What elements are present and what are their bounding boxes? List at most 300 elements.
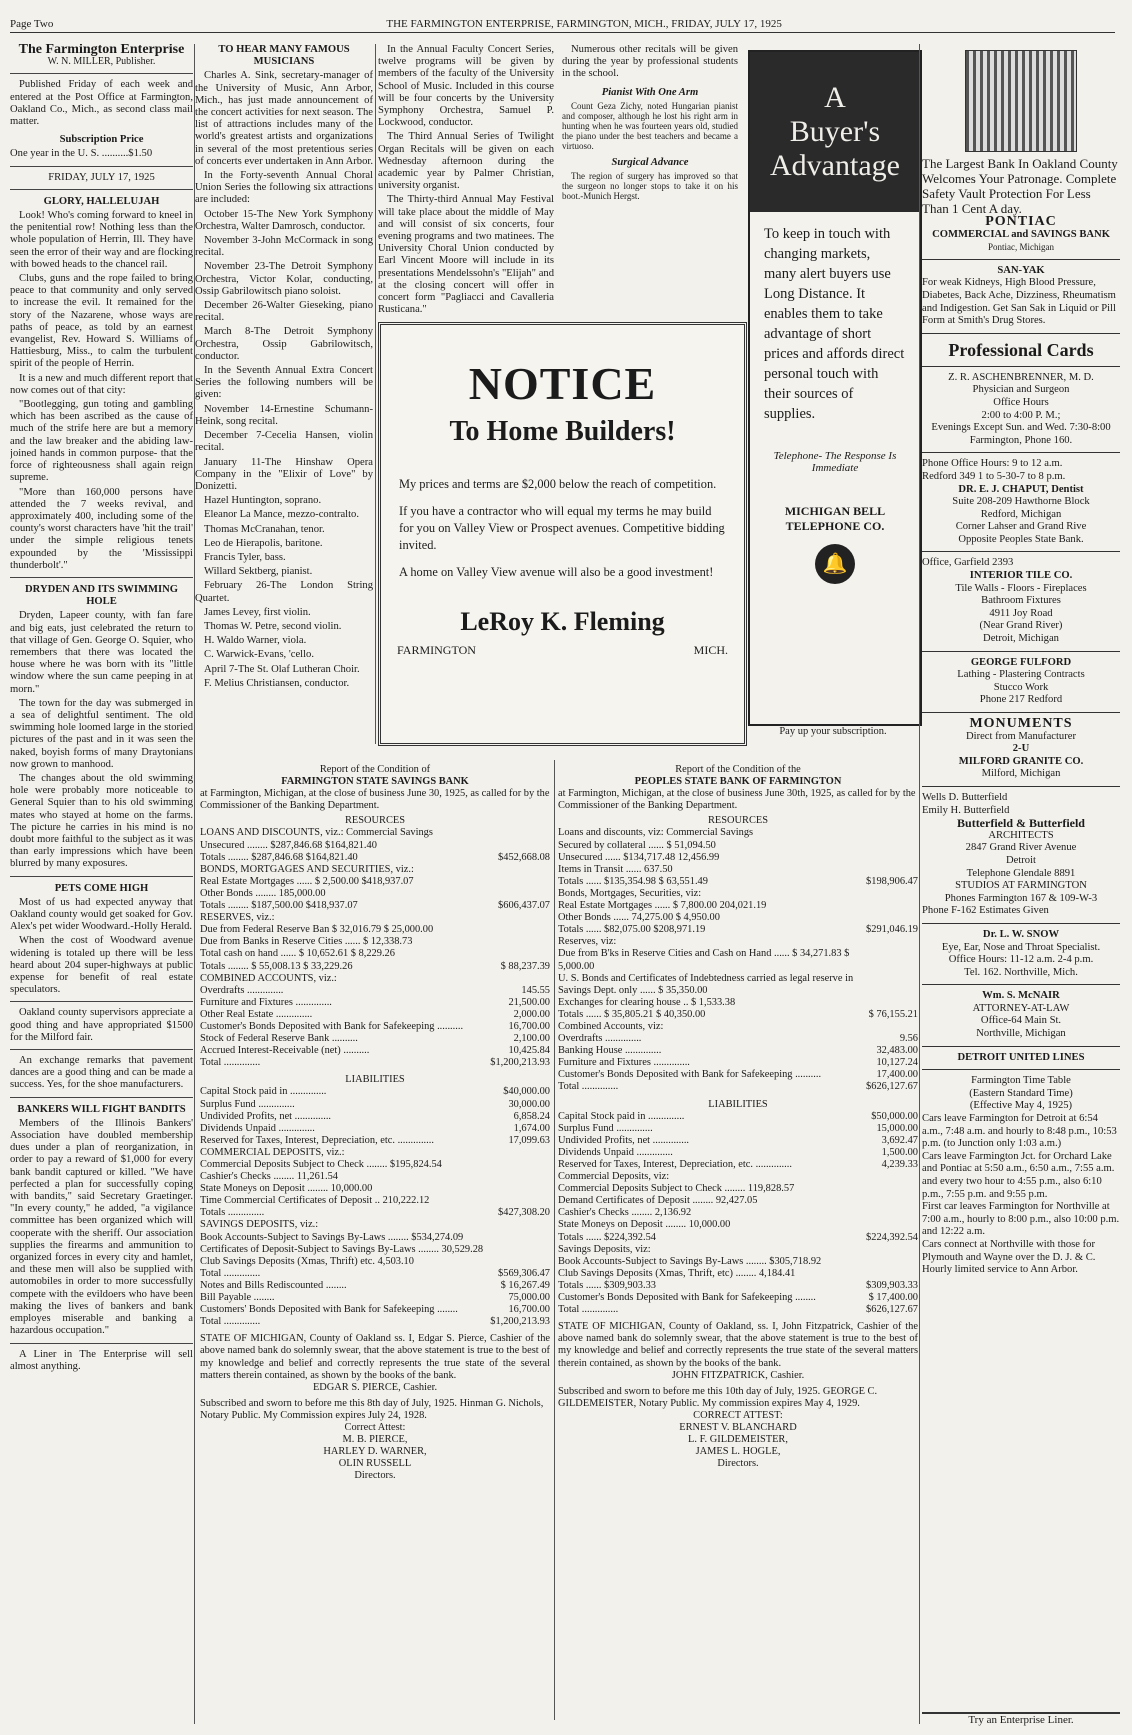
- row-label: Time Commercial Certificates of Deposit .. 210,222.12: [200, 1195, 430, 1207]
- article-paragraph: Look! Who's coming forward to kneel in the penitential row! Nothing less than the whole population of Herrin, Ill. They have seen the error of their way and are flocking with bowed heads to the chancel rail.: [10, 210, 193, 270]
- row-value: $452,668.08: [498, 851, 550, 863]
- row-value: [856, 948, 918, 972]
- card-line: Opposite Peoples State Bank.: [958, 533, 1084, 545]
- card-line: Office Hours: [993, 396, 1049, 408]
- resources-heading: RESOURCES: [344, 815, 406, 827]
- article-paragraph: Charles A. Sink, secretary-manager of the University of Music, Ann Arbor, Mich., has just made announcement of the concert activities for next season. The list of attractions includes many of the world's greatest artists and organizations in several of the most pretentious series of concerts ever undertaken in Ann Arbor.: [195, 70, 373, 167]
- article-heading: Surgical Advance: [611, 156, 689, 168]
- table-row: [200, 1304, 550, 1316]
- report-subscribed: Subscribed and sworn to before me this 8th day of July, 1925. Hinman G. Nichols, Notary Public. My Commission expires July 24, 1928.: [200, 1397, 544, 1421]
- resources-table: [200, 827, 550, 1069]
- row-label: Totals ...... $309,903.33: [558, 1279, 656, 1291]
- liabilities-heading: LIABILITIES: [345, 1074, 405, 1086]
- row-value: [488, 1244, 550, 1256]
- row-label: Other Real Estate ..............: [200, 1008, 313, 1020]
- ad-company: MICHIGAN BELL TELEPHONE CO.: [784, 504, 886, 533]
- table-row: [558, 1219, 918, 1231]
- report-intro: at Farmington, Michigan, at the close of business June 30th, 1925, as called for by the Commissioner of the Banking Department.: [558, 788, 916, 812]
- article-paragraph: Members of the Illinois Bankers' Association have doubled membership dues under a plan of reorganization, in order to pay a reward of $1,000 for every bank bandit captured or killed. "We have perfected a plan for successfully coping with bandits," said Secretary Graetinger. "In every county," he added, "a vigilance committee has been organized which will cooperate with the sheriff. Our association supplies the firearms and ammunition to organized forces in every city and hamlet, and these men will also be supplied with automobiles in order to more successfully compete with the evildoers who have been making the lives of bankers and bank employes miserable and banking a hazardous occupation.": [10, 1117, 193, 1337]
- table-row: [200, 1045, 550, 1057]
- list-item: F. Melius Christiansen, conductor.: [204, 677, 350, 689]
- card-line: 2847 Grand River Avenue: [965, 842, 1077, 854]
- row-label: Notes and Bills Rediscounted ........: [200, 1279, 347, 1291]
- dul-line: Farmington Time Table: [971, 1075, 1071, 1087]
- row-value: [856, 1268, 918, 1280]
- table-row: [558, 1292, 918, 1304]
- column-rule: [375, 44, 376, 744]
- row-label: Totals ..............: [200, 1207, 265, 1219]
- row-value: $1,200,213.93: [490, 1316, 550, 1328]
- card-line: Physician and Surgeon: [972, 384, 1070, 396]
- row-value: [856, 936, 918, 948]
- table-row: [558, 827, 918, 839]
- row-label: Total ..............: [200, 1057, 261, 1069]
- card-line: Z. R. ASCHENBRENNER, M. D.: [948, 371, 1094, 383]
- table-row: [558, 1171, 918, 1183]
- table-row: [200, 1111, 550, 1123]
- row-label: LOANS AND DISCOUNTS, viz.: Commercial Savings: [200, 827, 433, 839]
- row-value: [856, 864, 918, 876]
- row-value: [488, 1195, 550, 1207]
- dul-line: (Eastern Standard Time): [969, 1087, 1073, 1099]
- row-label: Totals ...... $ 35,805.21 $ 40,350.00: [558, 1008, 706, 1020]
- report-heading: Report of the Condition of: [319, 764, 431, 775]
- table-row: [200, 888, 550, 900]
- table-row: [200, 973, 550, 985]
- list-item: Francis Tyler, bass.: [204, 551, 286, 563]
- sanyak-text: For weak Kidneys, High Blood Pressure, Diabetes, Back Ache, Dizziness, Rheumatism and Indigestion. Get San Sak in Liquid or Pill Form at Smith's Drug Stores.: [922, 277, 1116, 327]
- row-label: Commercial Deposits, viz:: [558, 1171, 670, 1183]
- professional-cards-heading: Professional Cards: [948, 339, 1094, 360]
- row-label: Reserved for Taxes, Interest, Depreciation, etc. ..............: [200, 1134, 434, 1146]
- row-label: Customers' Bonds Deposited with Bank for Safekeeping ........: [200, 1304, 458, 1316]
- table-row: [200, 864, 550, 876]
- table-row: [200, 1123, 550, 1135]
- row-label: Exchanges for clearing house .. $ 1,533.38: [558, 996, 736, 1008]
- row-label: Commercial Deposits Subject to Check ........ $195,824.54: [200, 1159, 442, 1170]
- row-value: [856, 1256, 918, 1268]
- article-paragraph: Dryden, Lapeer county, with fan fare and big eats, just celebrated the return to that village of Gen. George O. Squier, who remembers that there was located the house where he was born with its "little window where the sun came peeping in at morn.": [10, 610, 193, 695]
- row-label: SAVINGS DEPOSITS, viz.:: [200, 1219, 319, 1231]
- table-row: [558, 1021, 918, 1033]
- card-line: Evenings Except Sun. and Wed. 7:30-8:00: [931, 422, 1111, 434]
- row-value: $309,903.33: [866, 1279, 918, 1291]
- table-row: [200, 985, 550, 997]
- table-row: [200, 1268, 550, 1280]
- row-label: Overdrafts ..............: [558, 1033, 642, 1045]
- table-row: [558, 1045, 918, 1057]
- director: ERNEST V. BLANCHARD: [679, 1421, 797, 1433]
- row-label: Undivided Profits, net ..............: [558, 1134, 690, 1146]
- advertiser-name: LeRoy K. Fleming: [460, 607, 665, 636]
- table-row: [558, 900, 918, 912]
- card-line: Butterfield & Butterfield: [957, 816, 1085, 831]
- row-label: U. S. Bonds and Certificates of Indebtedness carried as legal reserve in Savings Dept. only ...... $ 35,350.00: [558, 972, 854, 996]
- card-line: STUDIOS AT FARMINGTON: [955, 880, 1087, 892]
- row-label: Furniture and Fixtures ..............: [200, 996, 332, 1008]
- subscription-heading: Subscription Price: [59, 134, 144, 146]
- card-line: Telephone Glendale 8891: [966, 867, 1076, 879]
- table-row: [200, 1183, 550, 1195]
- row-value: $ 76,155.21: [868, 1008, 918, 1020]
- row-label: Totals ........ $ 55,008.13 $ 33,229.26: [200, 960, 353, 972]
- table-row: [558, 1033, 918, 1045]
- row-label: Surplus Fund ..............: [558, 1122, 653, 1134]
- notice-text: A home on Valley View avenue will also be a good investment!: [399, 565, 714, 579]
- row-label: Due from B'ks in Reserve Cities and Cash on Hand ...... $ 34,271.83 $ 5,000.00: [558, 948, 850, 972]
- list-item: January 11-The Hinshaw Opera Company in the "Elixir of Love" by Donizetti.: [195, 456, 373, 492]
- card-line: Redford, Michigan: [980, 508, 1062, 520]
- table-row: [558, 888, 918, 900]
- row-label: Customer's Bonds Deposited with Bank for Safekeeping ........: [558, 1292, 816, 1304]
- notice-text: My prices and terms are $2,000 below the reach of competition.: [399, 477, 717, 491]
- column-editorial: [10, 44, 193, 1724]
- enterprise-liner-ad: Try an Enterprise Liner.: [922, 1712, 1120, 1726]
- row-value: [488, 1256, 550, 1268]
- ad-quote: Telephone- The Response Is Immediate: [773, 450, 897, 474]
- row-label: COMBINED ACCOUNTS, viz.:: [200, 972, 337, 984]
- row-value: [856, 840, 918, 852]
- card-line: Milford, Michigan: [981, 768, 1061, 780]
- table-row: [200, 1292, 550, 1304]
- row-label: Total ..............: [200, 1316, 261, 1328]
- table-row: [558, 1280, 918, 1292]
- card-line: Tel. 162. Northville, Mich.: [964, 966, 1078, 978]
- row-label: Items in Transit ...... 637.50: [558, 863, 673, 875]
- director: M. B. PIERCE,: [342, 1434, 408, 1446]
- row-value: 2,000.00: [513, 1008, 550, 1020]
- list-item: December 7-Cecelia Hansen, violin recital.: [195, 430, 373, 454]
- table-row: [558, 1123, 918, 1135]
- row-label: RESERVES, viz.:: [200, 912, 275, 924]
- row-value: [488, 1147, 550, 1159]
- row-label: Other Bonds ...... 74,275.00 $ 4,950.00: [558, 912, 720, 924]
- bank-ad-text: The Largest Bank In Oakland County Welcomes Your Patronage. Complete Safety Vault Protection For Less Than 1 Cent A day.: [922, 156, 1118, 216]
- table-row: [200, 1195, 550, 1207]
- report-intro: at Farmington, Michigan, at the close of business June 30, 1925, as called for by the Commissioner of the Banking Department.: [200, 788, 550, 812]
- table-row: [558, 1069, 918, 1081]
- card-line: MILFORD GRANITE CO.: [958, 755, 1084, 767]
- row-value: $1,200,213.93: [490, 1057, 550, 1069]
- card-line: Detroit, Michigan: [983, 633, 1059, 645]
- row-label: Reserves, viz:: [558, 936, 617, 948]
- table-row: [200, 1099, 550, 1111]
- dul-line: First car leaves Farmington for Northville at 7:00 a.m., hourly to 8:00 p.m., also 10:00 p.m. and 12:22 a.m.: [922, 1201, 1120, 1238]
- masthead: [10, 18, 1115, 33]
- ad-text: To keep in touch with changing markets, many alert buyers use Long Distance. It enables them to take advantage of short prices and affords direct personal touch with their sources of supplies.: [764, 226, 905, 422]
- row-value: [856, 1244, 918, 1256]
- row-value: [856, 1021, 918, 1033]
- row-label: Certificates of Deposit-Subject to Savings By-Laws ........ 30,529.28: [200, 1243, 484, 1255]
- row-value: 16,700.00: [508, 1304, 550, 1316]
- resources-table: [558, 827, 918, 1093]
- row-value: [488, 888, 550, 900]
- row-value: [488, 948, 550, 960]
- row-value: [856, 900, 918, 912]
- report-subscribed: Subscribed and sworn to before me this 10th day of July, 1925. GEORGE C. GILDEMEISTER, Notary Public. My commission expires May 4, 1929.: [558, 1385, 878, 1409]
- row-value: [856, 973, 918, 997]
- table-row: [200, 1244, 550, 1256]
- card-line: Eye, Ear, Nose and Throat Specialist.: [941, 941, 1101, 953]
- row-value: [488, 840, 550, 852]
- report-attest: Correct Attest:: [344, 1421, 406, 1433]
- table-row: [558, 1256, 918, 1268]
- table-row: [558, 1195, 918, 1207]
- row-value: [856, 912, 918, 924]
- row-value: $427,308.20: [498, 1207, 550, 1219]
- row-value: $40,000.00: [503, 1086, 550, 1098]
- card-line: Bathroom Fixtures: [981, 595, 1061, 607]
- table-row: [200, 840, 550, 852]
- table-row: [558, 852, 918, 864]
- director: HARLEY D. WARNER,: [323, 1446, 427, 1458]
- row-label: Totals ........ $187,500.00 $418,937.07: [200, 900, 358, 912]
- row-value: $626,127.67: [866, 1304, 918, 1316]
- row-value: 32,483.00: [876, 1045, 918, 1057]
- row-label: Dividends Unpaid ..............: [200, 1122, 315, 1134]
- row-value: [488, 936, 550, 948]
- row-label: Customer's Bonds Deposited with Bank for Safekeeping ..........: [200, 1020, 464, 1032]
- table-row: [558, 973, 918, 997]
- dul-line: Cars leave Farmington Jct. for Orchard Lake and Pontiac at 5:50 a.m., 6:50 a.m., 7:55 a.m. and every two hour to 4:55 p.m., also 6:10 p.m., 7:55 p.m. and 9:55 p.m.: [922, 1150, 1115, 1200]
- article-paragraph: The town for the day was submerged in a sea of delightful sentiment. The old swimming hole loomed large in the storied pictures of the past and in it was seen the naked, boyish forms of many Draytonians now grown to manhood.: [10, 697, 193, 770]
- card-line: Tile Walls - Floors - Fireplaces: [955, 582, 1087, 594]
- row-value: 9.56: [899, 1033, 918, 1045]
- article-heading: Pianist With One Arm: [601, 86, 699, 98]
- article-paragraph: A Liner in The Enterprise will sell almost anything.: [10, 1348, 193, 1372]
- row-label: BONDS, MORTGAGES AND SECURITIES, viz.:: [200, 863, 414, 875]
- row-label: Real Estate Mortgages ...... $ 2,500.00 $418,937.07: [200, 875, 414, 887]
- row-value: [488, 912, 550, 924]
- bank-location: Pontiac, Michigan: [988, 242, 1054, 253]
- article-paragraph: It is a new and much different report that now comes out of that city:: [10, 372, 193, 396]
- row-value: [856, 1171, 918, 1183]
- report-bank-name: FARMINGTON STATE SAVINGS BANK: [281, 776, 469, 788]
- list-item: November 23-The Detroit Symphony Orchestra, Victor Kolar, conducting, Ossip Gabrilowitsch piano soloist.: [195, 261, 373, 297]
- table-row: [558, 1268, 918, 1280]
- dul-heading: DETROIT UNITED LINES: [957, 1051, 1085, 1063]
- table-row: [558, 924, 918, 936]
- card-line: Stucco Work: [993, 681, 1049, 693]
- row-label: Dividends Unpaid ..............: [558, 1146, 673, 1158]
- row-value: $291,046.19: [866, 924, 918, 936]
- card-line: Office-64 Main St.: [980, 1015, 1062, 1027]
- article-paragraph: Count Geza Zichy, noted Hungarian pianist and composer, although he lost his right arm in hunting when he was fourteen years old, studied the piano under the best teachers and became a virtuoso.: [562, 100, 738, 151]
- row-label: State Moneys on Deposit ........ 10,000.00: [558, 1219, 731, 1231]
- row-value: $198,906.47: [866, 875, 918, 887]
- article-heading: DRYDEN AND ITS SWIMMING HOLE: [25, 583, 178, 608]
- table-row: [200, 876, 550, 888]
- column-rule: [919, 44, 920, 1724]
- card-line: Corner Lahser and Grand Rive: [955, 521, 1087, 533]
- table-row: [200, 1147, 550, 1159]
- card-line: ATTORNEY-AT-LAW: [972, 1002, 1070, 1014]
- article-paragraph: The region of surgery has improved so that the surgeon no longer stops to take it on his boot.-Munich Hergst.: [562, 171, 738, 202]
- article-paragraph: "More than 160,000 persons have attended the 7 weeks revival, and approximately 400, including some of the county's worst characters have 'hit the trail' under the simple religious tenets expounded by the 'Mississippi thunderbolt'.": [10, 486, 193, 571]
- table-row: [200, 936, 550, 948]
- article-paragraph: In the Annual Faculty Concert Series, twelve programs will be given by members of the faculty of the University School of Music. Included in this course will be four concerts by the University Symphony Orchestra, Samuel P. Lockwood, conductor.: [378, 44, 554, 129]
- row-value: [488, 1171, 550, 1183]
- article-paragraph: An exchange remarks that pavement dances are a good thing and can be made a success. Yes, for the shoe manufacturers.: [10, 1055, 193, 1091]
- row-label: Savings Deposits, viz:: [558, 1243, 651, 1255]
- row-label: Totals ...... $135,354.98 $ 63,551.49: [558, 875, 708, 887]
- dul-line: (Effective May 4, 1925): [969, 1100, 1073, 1112]
- table-row: [200, 1207, 550, 1219]
- row-value: [488, 827, 550, 839]
- card-line: MONUMENTS: [969, 716, 1073, 731]
- row-value: [856, 852, 918, 864]
- row-value: 15,000.00: [876, 1122, 918, 1134]
- row-label: Club Savings Deposits (Xmas, Thrift) etc. 4,503.10: [200, 1255, 414, 1267]
- card-line: Direct from Manufacturer: [965, 730, 1076, 742]
- list-item: Willard Sektberg, pianist.: [204, 566, 313, 578]
- table-row: [558, 1147, 918, 1159]
- card-line: Suite 208-209 Hawthorne Block: [952, 496, 1090, 508]
- row-value: 17,099.63: [508, 1134, 550, 1146]
- list-item: Leo de Hierapolis, baritone.: [204, 537, 323, 549]
- director: OLIN RUSSELL: [338, 1458, 412, 1470]
- row-value: [856, 997, 918, 1009]
- row-value: [488, 924, 550, 936]
- row-label: Book Accounts-Subject to Savings By-Laws ........ $534,274.09: [200, 1231, 464, 1243]
- row-label: Total ..............: [200, 1267, 261, 1279]
- list-item: December 26-Walter Gieseking, piano recital.: [195, 300, 373, 324]
- row-value: [488, 973, 550, 985]
- table-row: [558, 997, 918, 1009]
- subscription-price: One year in the U. S. ..........$1.50: [10, 148, 153, 160]
- report-peoples-state-bank: [558, 764, 918, 1724]
- card-line: GEORGE FULFORD: [970, 656, 1072, 668]
- card-line: Lathing - Plastering Contracts: [957, 669, 1085, 681]
- list-item: Thomas McCranahan, tenor.: [204, 523, 325, 535]
- row-label: Due from Federal Reserve Ban $ 32,016.79 $ 25,000.00: [200, 924, 434, 936]
- table-row: [200, 1086, 550, 1098]
- row-value: [856, 1219, 918, 1231]
- table-row: [200, 1256, 550, 1268]
- bell-telephone-ad: [748, 50, 922, 726]
- list-item: C. Warwick-Evans, 'cello.: [204, 649, 315, 661]
- table-row: [558, 1304, 918, 1316]
- bank-building-icon: [965, 50, 1077, 152]
- row-value: [488, 1159, 550, 1171]
- row-value: $606,437.07: [498, 900, 550, 912]
- card-line: Emily H. Butterfield: [922, 804, 1010, 816]
- row-label: Totals ...... $82,075.00 $208,971.19: [558, 924, 706, 936]
- table-row: [200, 961, 550, 973]
- card-line: DR. E. J. CHAPUT, Dentist: [958, 483, 1084, 495]
- list-item: November 14-Ernestine Schumann-Heink, song recital.: [195, 403, 373, 427]
- table-row: [200, 1057, 550, 1069]
- list-item: Eleanor La Mance, mezzo-contralto.: [204, 509, 360, 521]
- notice-subtitle: To Home Builders!: [449, 416, 676, 447]
- row-value: 145.55: [521, 984, 550, 996]
- table-row: [558, 1057, 918, 1069]
- card-line: 4911 Joy Road: [989, 607, 1053, 619]
- row-value: [856, 1195, 918, 1207]
- table-row: [200, 912, 550, 924]
- director: L. F. GILDEMEISTER,: [688, 1434, 788, 1446]
- article-heading: PETS COME HIGH: [54, 882, 149, 894]
- row-value: $ 16,267.49: [500, 1279, 550, 1291]
- banner-line: Advantage: [770, 149, 900, 182]
- table-row: [558, 1135, 918, 1147]
- row-value: [488, 1232, 550, 1244]
- card-line: Phone 217 Redford: [979, 694, 1063, 706]
- report-oath: STATE OF MICHIGAN, County of Oakland, ss. I, John Fitzpatrick, Cashier of the above named bank do solemnly swear, that the above statement is true to the best of my knowledge and belief and correctly represents the true state of the several matters therein contained, as shown by the books of the bank.: [558, 1321, 918, 1369]
- row-label: Due from Banks in Reserve Cities ...... $ 12,338.73: [200, 936, 413, 948]
- article-heading: GLORY, HALLELUJAH: [43, 195, 160, 207]
- row-label: Capital Stock paid in ..............: [200, 1086, 327, 1098]
- liabilities-table: [200, 1086, 550, 1328]
- card-line: Redford 349 1 to 5-30-7 to 8 p.m.: [922, 470, 1066, 482]
- table-row: [558, 1111, 918, 1123]
- row-label: Unsecured ...... $134,717.48 12,456.99: [558, 851, 720, 863]
- report-farmington-state-savings-bank: [200, 764, 550, 1724]
- list-item: March 8-The Detroit Symphony Orchestra, Ossip Gabrilowitsch, conductor.: [195, 326, 373, 362]
- table-row: [200, 1280, 550, 1292]
- table-row: [558, 1183, 918, 1195]
- row-value: [488, 864, 550, 876]
- row-label: Stock of Federal Reserve Bank ..........: [200, 1033, 358, 1045]
- article-paragraph: The Third Annual Series of Twilight Organ Recitals will be given on each Wednesday afternoon during the academic year by Palmer Christian, university organist.: [378, 131, 554, 192]
- list-item: November 3-John McCormack in song recital.: [195, 235, 373, 259]
- table-row: [200, 1232, 550, 1244]
- table-row: [200, 1171, 550, 1183]
- article-paragraph: In the Forty-seventh Annual Choral Union Series the following six attractions are included:: [195, 170, 373, 206]
- table-row: [200, 827, 550, 839]
- page-number: Page Two: [10, 18, 54, 30]
- column-concerts: [378, 44, 738, 344]
- notice-text: If you have a contractor who will equal my terms he may build for you on Valley View or Prospect avenues. Competitive bidding invited.: [399, 504, 725, 552]
- row-label: Club Savings Deposits (Xmas, Thrift, etc) ........ 4,184.41: [558, 1267, 796, 1279]
- card-line: Detroit: [1005, 854, 1036, 866]
- row-value: 6,858.24: [513, 1110, 550, 1122]
- row-value: 75,000.00: [508, 1292, 550, 1304]
- row-value: 1,500.00: [881, 1146, 918, 1158]
- article-heading: TO HEAR MANY FAMOUS MUSICIANS: [218, 44, 350, 68]
- card-line: 2:00 to 4:00 P. M.;: [981, 409, 1061, 421]
- table-row: [558, 864, 918, 876]
- row-value: 2,100.00: [513, 1033, 550, 1045]
- card-line: Farmington, Phone 160.: [969, 434, 1073, 446]
- directors-label: Directors.: [354, 1470, 396, 1482]
- bank-name-line: COMMERCIAL and SAVINGS BANK: [932, 228, 1110, 240]
- director: JAMES L. HOGLE,: [695, 1446, 781, 1458]
- row-value: 16,700.00: [508, 1020, 550, 1032]
- pub-info: Published Friday of each week and entered at the Post Office at Farmington, Oakland Co., Mich., as second class mail matter.: [10, 79, 193, 128]
- table-row: [200, 1316, 550, 1328]
- row-value: [856, 1183, 918, 1195]
- report-oath: STATE OF MICHIGAN, County of Oakland ss. I, Edgar S. Pierce, Cashier of the above named bank do solemnly swear, that the above statement is true to the best of my knowledge and belief and correctly represents the true state of the several matters therein contained, as shown by the books of the bank.: [200, 1333, 550, 1381]
- table-row: [558, 840, 918, 852]
- row-value: [488, 1183, 550, 1195]
- row-label: Real Estate Mortgages ...... $ 7,800.00 204,021.19: [558, 900, 767, 912]
- row-label: Cashier's Checks ........ 2,136.92: [558, 1207, 692, 1219]
- table-row: [200, 997, 550, 1009]
- row-value: [856, 888, 918, 900]
- row-value: [856, 827, 918, 839]
- row-value: 10,425.84: [508, 1045, 550, 1057]
- column-business-cards: [922, 44, 1120, 1724]
- notice-title: NOTICE: [468, 358, 657, 409]
- advertiser-state: MICH.: [693, 643, 728, 657]
- table-row: [200, 924, 550, 936]
- row-value: 10,127.24: [876, 1057, 918, 1069]
- table-row: [200, 1159, 550, 1171]
- table-row: [558, 1159, 918, 1171]
- row-label: Other Bonds ........ 185,000.00: [200, 887, 326, 899]
- article-paragraph: Clubs, guns and the rope failed to bring peace to that community and only served to increase the evil. It remained for the story of the Nazarene, whose ways are paths of peace, as told by an earnest evangelist, Rev. Howard S. Williams of Hattiesburg, Miss., to calm the turbulent spirit of the people of Herrin.: [10, 273, 193, 370]
